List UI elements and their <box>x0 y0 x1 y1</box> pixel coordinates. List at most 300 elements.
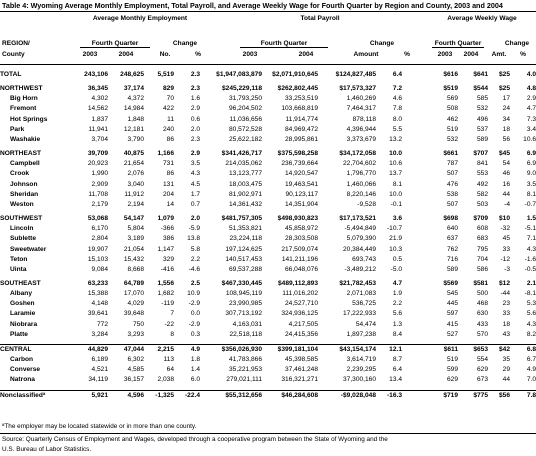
cell-wamt: -4 <box>504 200 510 208</box>
cell-w04: 570 <box>476 330 488 338</box>
cell-p04: 37,461,248 <box>284 366 318 374</box>
cell-e03: 2,804 <box>91 235 108 243</box>
cell-e03: 39,709 <box>87 150 108 158</box>
cell-w04: 537 <box>476 125 488 133</box>
cell-eno: 131 <box>162 180 174 188</box>
cell-p04: 45,398,585 <box>284 356 318 364</box>
cell-w03: 508 <box>446 105 458 113</box>
cell-e04: 2,194 <box>127 200 144 208</box>
cell-pamt: $17,173,521 <box>339 215 376 223</box>
row-label: Sweetwater <box>10 245 47 253</box>
cell-p03: $467,330,445 <box>221 279 262 287</box>
cell-p04: 236,739,664 <box>281 160 318 168</box>
cell-w03: 445 <box>446 300 458 308</box>
cell-w03: $569 <box>443 279 458 287</box>
cell-eno: 829 <box>162 85 174 93</box>
cell-epct: 6.0 <box>190 376 200 384</box>
cell-p04: $375,598,258 <box>277 150 318 158</box>
cell-e04: 750 <box>132 320 144 328</box>
cell-wamt: $56 <box>488 390 510 401</box>
cell-p03: 96,204,502 <box>228 105 262 113</box>
cell-wamt: 54 <box>502 160 510 168</box>
cell-p03: 81,902,971 <box>228 190 262 198</box>
cell-e03: 5,921 <box>72 390 108 401</box>
emp-no-header: No. <box>159 51 171 58</box>
row-label: CENTRAL <box>0 344 72 355</box>
cell-wamt: $12 <box>498 279 510 287</box>
row-label: Niobrara <box>10 320 38 328</box>
cell-ppct: 8.0 <box>392 115 402 123</box>
region-row <box>0 344 536 355</box>
cell-w03: 476 <box>446 180 458 188</box>
cell-w04: 532 <box>476 105 488 113</box>
cell-p03: 80,572,528 <box>228 125 262 133</box>
cell-wpct: 3.5 <box>526 180 536 188</box>
cell-w04: 433 <box>476 320 488 328</box>
cell-ppct: 6.4 <box>392 366 402 374</box>
cell-w03: 519 <box>446 356 458 364</box>
cell-wamt: 44 <box>502 190 510 198</box>
cell-e04: 4,029 <box>127 300 144 308</box>
cell-p04: 316,321,271 <box>281 376 318 384</box>
cell-w04: 500 <box>476 290 488 298</box>
cell-p03: $341,426,717 <box>221 150 262 158</box>
cell-eno: 2,215 <box>144 344 174 355</box>
cell-pamt: -$9,028,048 <box>318 390 376 401</box>
county-row <box>0 355 536 365</box>
cell-e04: 17,070 <box>123 290 144 298</box>
cell-ppct: 1.3 <box>392 320 402 328</box>
cell-ppct: 13.7 <box>389 170 402 178</box>
cell-wamt: $45 <box>498 150 510 158</box>
cell-wamt: 56 <box>502 135 510 143</box>
cell-w03: 507 <box>446 200 458 208</box>
cell-spacer <box>402 115 432 125</box>
cell-e04: 2,076 <box>127 170 144 178</box>
cell-eno: 329 <box>162 255 174 263</box>
pay-2004-header: 2004 <box>298 51 314 58</box>
cell-e04: 54,147 <box>123 215 144 223</box>
cell-ppct: -10.7 <box>386 225 402 233</box>
cell-spacer <box>402 265 432 275</box>
cell-e03: 6,170 <box>91 225 108 233</box>
cell-p03: 25,622,182 <box>228 135 262 143</box>
cell-eno: 86 <box>166 135 174 143</box>
row-label: Washakie <box>10 135 41 143</box>
cell-p04: 45,858,972 <box>284 225 318 233</box>
cell-e04: 3,189 <box>127 235 144 243</box>
cell-epct: 2.2 <box>190 255 200 263</box>
region-header: REGION/ <box>2 40 30 47</box>
cell-wamt: 23 <box>502 300 510 308</box>
emp-group-header: Average Monthly Employment <box>92 15 188 22</box>
cell-e03: 44,829 <box>72 344 108 355</box>
cell-spacer <box>402 355 432 365</box>
cell-p04: 33,253,519 <box>284 95 318 103</box>
cell-p04: 28,995,861 <box>284 135 318 143</box>
cell-wpct: -8.1 <box>524 290 536 298</box>
emp-pct-header: % <box>195 51 201 58</box>
cell-pamt: 1,897,238 <box>346 330 376 338</box>
cell-p04: 19,463,541 <box>284 180 318 188</box>
cell-e04: 8,668 <box>127 265 144 273</box>
cell-wpct: 5.6 <box>526 310 536 318</box>
cell-ppct: 8.4 <box>392 330 402 338</box>
cell-e04: 3,790 <box>127 135 144 143</box>
cell-spacer <box>402 200 432 210</box>
cell-wamt: 43 <box>502 330 510 338</box>
cell-ppct: 0.5 <box>392 255 402 263</box>
cell-p04: 14,351,904 <box>284 200 318 208</box>
cell-epct: 1.6 <box>190 95 200 103</box>
cell-epct: 2.3 <box>190 71 200 78</box>
cell-ppct: 2.2 <box>392 300 402 308</box>
cell-p03: 214,035,062 <box>225 160 262 168</box>
cell-w03: $611 <box>432 344 458 355</box>
cell-w03: 527 <box>446 330 458 338</box>
cell-w03: 545 <box>446 290 458 298</box>
cell-ppct: 6.4 <box>392 71 402 78</box>
cell-e03: 11,708 <box>88 190 108 198</box>
cell-spacer <box>402 94 432 104</box>
cell-spacer <box>402 279 432 289</box>
county-row <box>0 169 536 179</box>
cell-epct: 2.3 <box>190 85 200 93</box>
cell-epct: 4.9 <box>174 344 200 355</box>
cell-eno: -1,325 <box>144 390 174 401</box>
cell-spacer <box>402 365 432 375</box>
cell-pamt: 2,239,295 <box>346 366 376 374</box>
region-row <box>0 214 536 224</box>
cell-e03: 6,189 <box>91 356 108 364</box>
cell-spacer <box>402 330 432 340</box>
cell-ppct: -5.0 <box>390 265 402 273</box>
row-label: Fremont <box>10 105 37 113</box>
row-label: Campbell <box>10 160 40 168</box>
county-header: County <box>2 51 25 58</box>
cell-eno: 14 <box>166 200 174 208</box>
cell-p04: 14,920,547 <box>284 170 318 178</box>
cell-eno: -22 <box>164 320 174 328</box>
cell-e03: 1,990 <box>91 170 108 178</box>
data-table <box>0 70 536 401</box>
county-row <box>0 159 536 169</box>
cell-wamt: 24 <box>502 105 510 113</box>
cell-pamt: $21,782,453 <box>339 279 376 287</box>
row-label: Teton <box>10 255 28 263</box>
cell-w04: 585 <box>476 95 488 103</box>
cell-e03: 1,837 <box>91 115 108 123</box>
cell-w04: 608 <box>476 225 488 233</box>
cell-e04: 21,654 <box>123 160 144 168</box>
cell-wpct: 7.3 <box>526 115 536 123</box>
cell-e03: 9,084 <box>91 265 108 273</box>
row-label: Platte <box>10 330 28 338</box>
county-row <box>0 265 536 275</box>
cell-w04: 492 <box>476 180 488 188</box>
cell-wpct: 5.3 <box>526 300 536 308</box>
cell-wpct: 3.4 <box>526 125 536 133</box>
cell-p03: 31,793,250 <box>228 95 262 103</box>
cell-e03: 4,302 <box>91 95 108 103</box>
cell-wamt: -12 <box>500 255 510 263</box>
footer-rule <box>0 433 536 434</box>
cell-p04: 217,509,074 <box>281 245 318 253</box>
cell-spacer <box>402 104 432 114</box>
row-label: Crook <box>10 170 30 178</box>
cell-e03: 4,148 <box>91 300 108 308</box>
cell-p03: 279,021,111 <box>226 376 262 384</box>
cell-p03: $1,947,083,879 <box>216 71 262 78</box>
cell-p04: 111,016,202 <box>282 290 318 298</box>
cell-e03: 3,704 <box>91 135 108 143</box>
cell-e04: 4,596 <box>108 390 144 401</box>
cell-wamt: $10 <box>498 215 510 223</box>
cell-p03: 69,537,288 <box>228 265 262 273</box>
county-row <box>0 200 536 210</box>
cell-wpct: 2.1 <box>526 279 536 287</box>
cell-p04: 141,211,196 <box>281 255 318 263</box>
row-label: Sublette <box>10 235 37 243</box>
cell-wamt: $25 <box>498 85 510 93</box>
cell-p03: $245,229,118 <box>222 85 262 93</box>
cell-epct: 4.3 <box>190 170 200 178</box>
cell-p03: $55,312,656 <box>200 390 262 401</box>
cell-eno: -119 <box>161 300 174 308</box>
row-label: Laramie <box>10 310 36 318</box>
cell-w04: $581 <box>473 279 488 287</box>
emp-fourth-quarter-header: Fourth Quarter <box>80 40 150 48</box>
cell-ppct: -0.1 <box>390 200 402 208</box>
cell-eno: 7 <box>170 310 174 318</box>
cell-pamt: $17,573,327 <box>339 85 376 93</box>
cell-w03: $698 <box>443 215 458 223</box>
cell-e03: 20,923 <box>87 160 108 168</box>
cell-wamt: 35 <box>502 356 510 364</box>
cell-e04: 5,804 <box>127 225 144 233</box>
cell-w03: 762 <box>446 245 458 253</box>
county-row <box>0 125 536 135</box>
cell-spacer <box>402 245 432 255</box>
cell-epct: -2.9 <box>188 320 200 328</box>
cell-e03: 14,562 <box>87 105 108 113</box>
cell-e04: 40,875 <box>123 150 144 158</box>
footnote-a: ªThe employer may be located statewide or in more than one county. <box>2 423 197 430</box>
cell-w03: 589 <box>446 265 458 273</box>
row-label: NORTHEAST <box>0 150 42 158</box>
cell-epct: 2.9 <box>190 105 200 113</box>
county-row <box>0 245 536 255</box>
county-row <box>0 190 536 200</box>
cell-p03: 51,353,821 <box>228 225 262 233</box>
cell-p03: 11,036,656 <box>229 115 262 123</box>
row-label: Nonclassifiedª <box>0 390 72 401</box>
cell-w04: 683 <box>476 235 488 243</box>
row-label: Sheridan <box>10 190 39 198</box>
cell-w04: 841 <box>476 160 488 168</box>
cell-e04: 21,054 <box>123 245 144 253</box>
cell-ppct: 10.6 <box>389 160 402 168</box>
cell-wamt: 18 <box>502 320 510 328</box>
cell-p04: $262,802,445 <box>277 85 318 93</box>
cell-wpct: 10.6 <box>523 135 536 143</box>
cell-p04: 84,969,472 <box>284 125 318 133</box>
cell-p04: 24,527,710 <box>284 300 318 308</box>
cell-epct: 2.9 <box>190 150 200 158</box>
cell-p04: 4,217,505 <box>288 320 318 328</box>
cell-e03: 3,284 <box>91 330 108 338</box>
cell-w03: 519 <box>446 125 458 133</box>
row-label: Uinta <box>10 265 27 273</box>
cell-p04: $46,284,608 <box>262 390 318 401</box>
cell-pamt: 5,079,390 <box>346 235 376 243</box>
cell-w03: 637 <box>446 235 458 243</box>
cell-w03: $661 <box>443 150 458 158</box>
cell-wamt: 16 <box>502 180 510 188</box>
cell-eno: 1,079 <box>157 215 174 223</box>
cell-pamt: 54,474 <box>355 320 376 328</box>
cell-spacer <box>402 84 432 94</box>
county-row <box>0 234 536 244</box>
cell-eno: -416 <box>160 265 174 273</box>
cell-eno: 1,682 <box>157 290 174 298</box>
cell-p04: 103,668,819 <box>281 105 318 113</box>
cell-ppct: 5.5 <box>392 125 402 133</box>
cell-spacer <box>402 320 432 330</box>
row-label: Big Horn <box>10 95 38 103</box>
cell-eno: 113 <box>163 356 174 364</box>
cell-eno: 70 <box>166 95 174 103</box>
cell-wpct: 6.9 <box>526 150 536 158</box>
county-row <box>0 94 536 104</box>
pay-2003-header: 2003 <box>242 51 258 58</box>
cell-w03: 538 <box>446 190 458 198</box>
cell-wpct: -5.1 <box>524 225 536 233</box>
cell-p03: $356,026,930 <box>200 344 262 355</box>
header-top-rule <box>0 11 536 12</box>
cell-ppct: 8.7 <box>392 356 402 364</box>
cell-p03: $481,757,305 <box>221 215 262 223</box>
footnote-source: Source: Quarterly Census of Employment and Wages, developed through a cooperative program between the State of Wyoming and the <box>2 436 388 443</box>
cell-wamt: 34 <box>502 115 510 123</box>
cell-e04: 4,372 <box>127 95 144 103</box>
cell-epct: 1.8 <box>190 356 200 364</box>
cell-wamt: -32 <box>500 225 510 233</box>
cell-e04: 3,040 <box>127 180 144 188</box>
cell-pamt: 1,460,269 <box>346 95 376 103</box>
cell-w03: 507 <box>446 170 458 178</box>
cell-pamt: 4,396,944 <box>346 125 376 133</box>
cell-wpct: 7.8 <box>510 390 536 401</box>
cell-wpct: 8.1 <box>526 190 536 198</box>
cell-w04: $709 <box>473 215 488 223</box>
cell-e03: 15,388 <box>87 290 108 298</box>
cell-pamt: 17,222,933 <box>342 310 376 318</box>
row-label: Johnson <box>10 180 38 188</box>
cell-eno: 1,147 <box>157 245 174 253</box>
cell-eno: 1,166 <box>157 150 174 158</box>
cell-w03: 532 <box>446 135 458 143</box>
cell-eno: 422 <box>162 105 174 113</box>
cell-epct: 2.0 <box>190 215 200 223</box>
cell-spacer <box>402 149 432 159</box>
cell-spacer <box>402 159 432 169</box>
cell-pamt: 536,725 <box>352 300 376 308</box>
cell-w03: 599 <box>446 366 458 374</box>
cell-epct: 1.7 <box>190 190 200 198</box>
cell-eno: 1,556 <box>157 279 174 287</box>
cell-spacer <box>402 190 432 200</box>
cell-w04: 503 <box>476 200 488 208</box>
row-label: Carbon <box>10 356 34 364</box>
cell-e03: 39,641 <box>87 310 108 318</box>
region-row <box>0 279 536 289</box>
cell-w03: 569 <box>446 95 458 103</box>
cell-spacer <box>402 135 432 145</box>
emp-2004-header: 2004 <box>118 51 134 58</box>
county-row <box>0 224 536 234</box>
cell-wpct: 4.9 <box>526 366 536 374</box>
cell-e03: 4,521 <box>91 366 108 374</box>
cell-e04: 36,157 <box>123 376 144 384</box>
cell-pamt: 20,384,449 <box>342 245 376 253</box>
cell-w04: 589 <box>476 135 488 143</box>
cell-wamt: 33 <box>502 310 510 318</box>
pay-fourth-quarter-header: Fourth Quarter <box>240 40 328 48</box>
cell-p03: 4,163,031 <box>232 320 262 328</box>
row-label: Park <box>10 125 25 133</box>
cell-spacer <box>402 125 432 135</box>
cell-spacer <box>402 289 432 299</box>
cell-pamt: 3,614,719 <box>346 356 376 364</box>
cell-wpct: -1.6 <box>524 255 536 263</box>
header-bottom-rule <box>0 64 536 65</box>
cell-ppct: 4.6 <box>392 95 402 103</box>
cell-p04: 66,048,076 <box>284 265 318 273</box>
county-row <box>0 115 536 125</box>
cell-ppct: -16.3 <box>376 390 402 401</box>
cell-pamt: 3,373,679 <box>346 135 376 143</box>
pay-group-header: Total Payroll <box>300 15 340 22</box>
cell-wpct: 4.3 <box>526 245 536 253</box>
cell-epct: 0.7 <box>190 200 200 208</box>
county-row <box>0 320 536 330</box>
cell-e04: 4,585 <box>127 366 144 374</box>
cell-pamt: 1,460,066 <box>346 180 376 188</box>
cell-wpct: 6.7 <box>526 356 536 364</box>
cell-w03: 415 <box>446 320 458 328</box>
cell-w04: 586 <box>476 265 488 273</box>
row-label: SOUTHWEST <box>0 215 43 223</box>
cell-pamt: 2,071,083 <box>346 290 376 298</box>
cell-wpct: 4.0 <box>526 71 536 78</box>
cell-e04: 11,912 <box>124 190 144 198</box>
cell-e04: 64,789 <box>123 279 144 287</box>
cell-epct: 5.8 <box>190 245 200 253</box>
cell-wpct: 6.9 <box>526 160 536 168</box>
cell-e04: 14,984 <box>123 105 144 113</box>
cell-p04: 11,914,774 <box>285 115 318 123</box>
region-row <box>0 70 536 80</box>
cell-wamt: -44 <box>500 290 510 298</box>
cell-wamt: 17 <box>502 95 510 103</box>
cell-pamt: $43,154,174 <box>318 344 376 355</box>
cell-w04: 468 <box>476 300 488 308</box>
cell-spacer <box>402 344 432 355</box>
cell-p04: 28,303,508 <box>284 235 318 243</box>
cell-e03: 11,941 <box>88 125 108 133</box>
cell-p03: 23,990,985 <box>228 300 262 308</box>
